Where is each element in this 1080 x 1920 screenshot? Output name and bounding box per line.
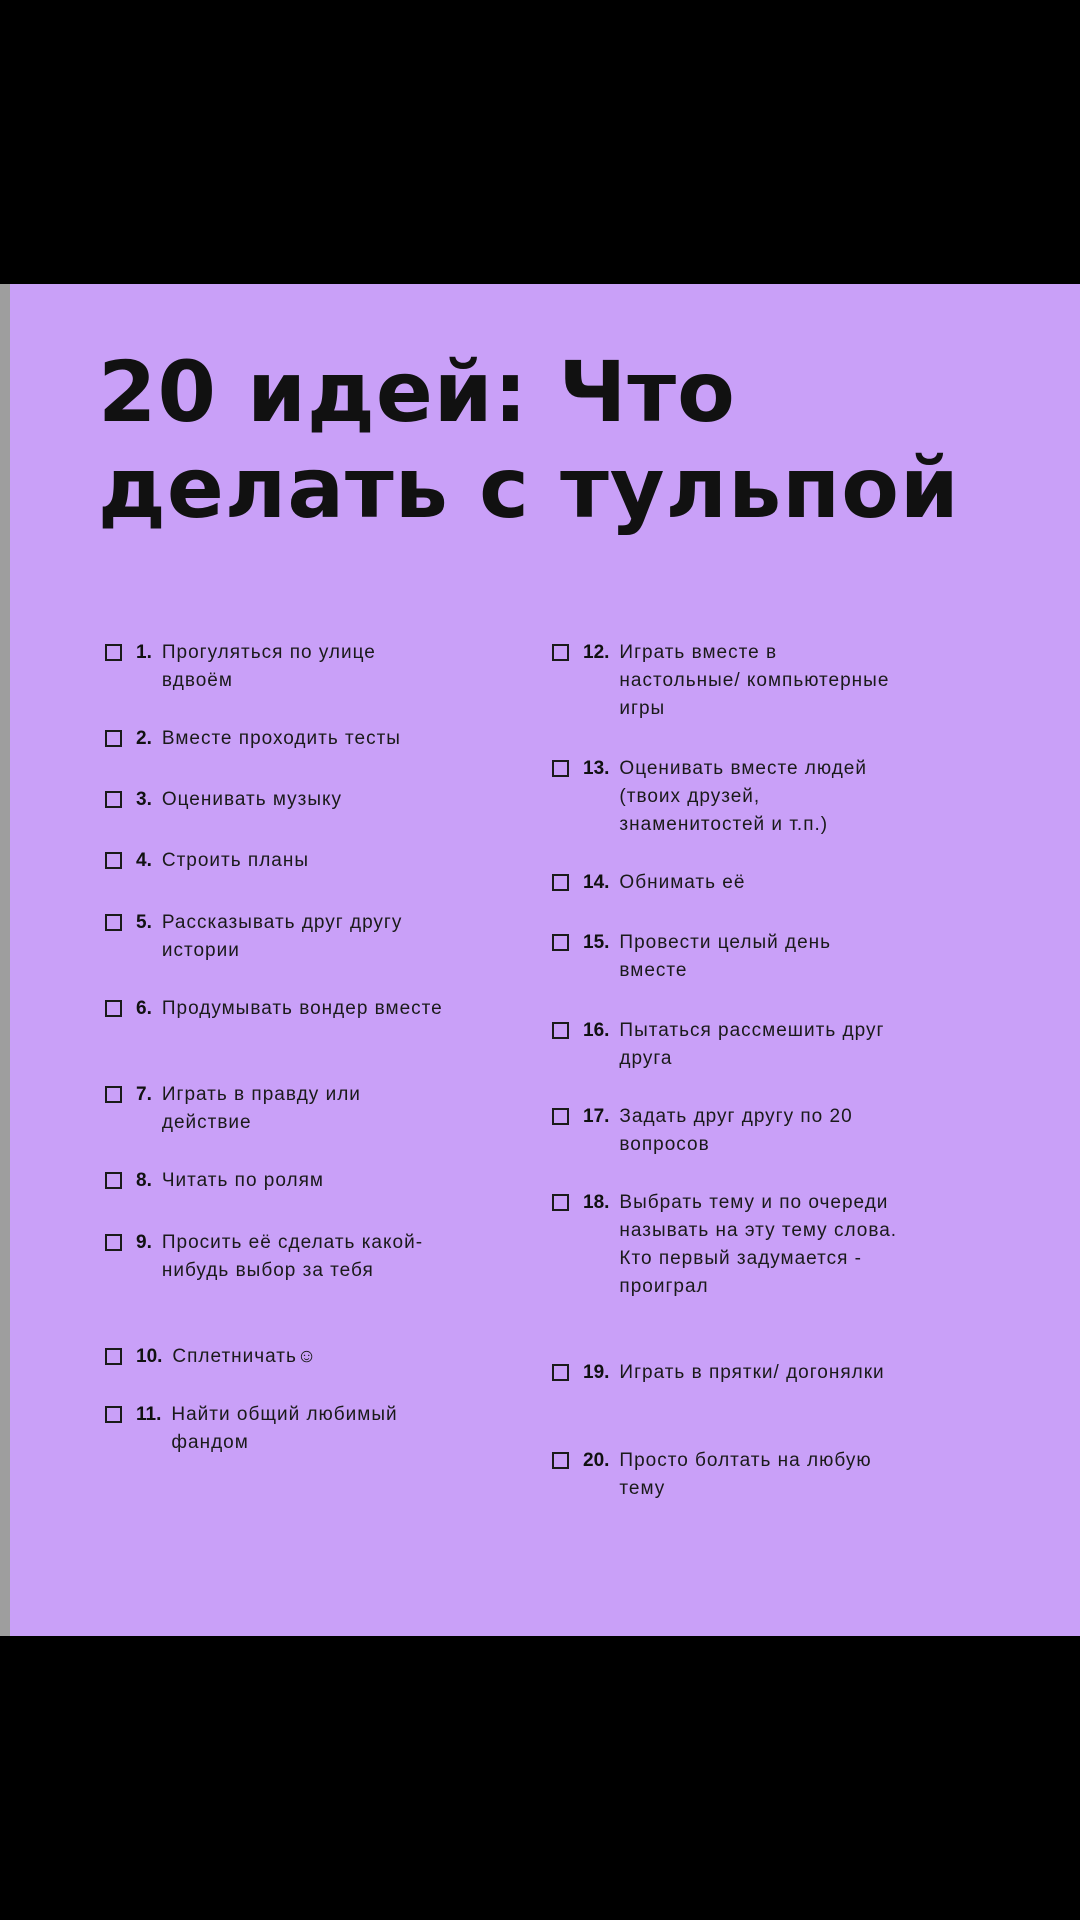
checkbox-icon[interactable] bbox=[552, 644, 569, 661]
list-item bbox=[552, 1017, 972, 1073]
item-text: Провести целый день вместе bbox=[619, 932, 832, 981]
list-item bbox=[105, 847, 505, 875]
checkbox-icon[interactable] bbox=[552, 934, 569, 951]
list-item bbox=[552, 1359, 972, 1387]
item-text: Просто болтать на любую тему bbox=[619, 1450, 872, 1499]
item-text: Сплетничать☺ bbox=[172, 1346, 318, 1367]
item-text: Вместе проходить тесты bbox=[161, 728, 401, 749]
item-text: Играть в правду или действие bbox=[161, 1084, 361, 1133]
item-number: 17. bbox=[583, 1106, 610, 1127]
list-item bbox=[552, 1103, 972, 1159]
checkbox-icon[interactable] bbox=[552, 1108, 569, 1125]
item-number: 20. bbox=[583, 1450, 610, 1471]
item-number: 3. bbox=[136, 789, 152, 810]
checkbox-icon[interactable] bbox=[105, 791, 122, 808]
checkbox-icon[interactable] bbox=[105, 1234, 122, 1251]
list-item bbox=[105, 1167, 505, 1195]
item-text: Оценивать музыку bbox=[161, 789, 343, 810]
item-number: 18. bbox=[583, 1192, 610, 1213]
list-item bbox=[105, 1401, 505, 1457]
item-text: Обнимать её bbox=[619, 872, 746, 893]
item-number: 4. bbox=[136, 850, 152, 871]
list-item bbox=[552, 1189, 972, 1301]
checkbox-icon[interactable] bbox=[552, 874, 569, 891]
checkbox-icon[interactable] bbox=[105, 644, 122, 661]
list-item bbox=[105, 909, 505, 965]
item-text: Играть вместе в настольные/ компьютерные игры bbox=[619, 642, 890, 719]
item-text: Продумывать вондер вместе bbox=[161, 998, 443, 1019]
item-text: Пытаться рассмешить друг друга bbox=[619, 1020, 885, 1069]
item-text: Найти общий любимый фандом bbox=[171, 1404, 398, 1453]
item-number: 19. bbox=[583, 1362, 610, 1383]
list-item bbox=[552, 1447, 972, 1503]
item-number: 12. bbox=[583, 642, 610, 663]
checkbox-icon[interactable] bbox=[105, 730, 122, 747]
list-item bbox=[105, 786, 505, 814]
item-text: Строить планы bbox=[161, 850, 310, 871]
item-number: 2. bbox=[136, 728, 152, 749]
page-title bbox=[98, 344, 960, 536]
checkbox-icon[interactable] bbox=[105, 914, 122, 931]
item-number: 16. bbox=[583, 1020, 610, 1041]
item-text: Просить её сделать какой-нибудь выбор за тебя bbox=[161, 1232, 424, 1281]
checkbox-icon[interactable] bbox=[105, 852, 122, 869]
list-item bbox=[552, 639, 972, 723]
list-item bbox=[105, 1081, 505, 1137]
title-line-1: 20 идей: Что bbox=[98, 343, 736, 441]
checkbox-icon[interactable] bbox=[105, 1348, 122, 1365]
idea-card bbox=[0, 284, 1080, 1636]
list-item bbox=[552, 755, 972, 839]
item-text: Прогуляться по улице вдвоём bbox=[161, 642, 376, 691]
item-text: Задать друг другу по 20 вопросов bbox=[619, 1106, 853, 1155]
list-item bbox=[552, 869, 972, 897]
item-number: 5. bbox=[136, 912, 152, 933]
checkbox-icon[interactable] bbox=[105, 1000, 122, 1017]
list-item bbox=[105, 1229, 505, 1285]
item-text: Оценивать вместе людей (твоих друзей, знаменитостей и т.п.) bbox=[619, 758, 867, 835]
checkbox-icon[interactable] bbox=[552, 1194, 569, 1211]
item-number: 11. bbox=[136, 1404, 162, 1425]
checkbox-icon[interactable] bbox=[552, 1022, 569, 1039]
checkbox-icon[interactable] bbox=[105, 1406, 122, 1423]
item-text: Рассказывать друг другу истории bbox=[161, 912, 403, 961]
checkbox-icon[interactable] bbox=[552, 1452, 569, 1469]
item-number: 10. bbox=[136, 1346, 163, 1367]
item-number: 9. bbox=[136, 1232, 152, 1253]
list-item bbox=[105, 995, 505, 1023]
checkbox-icon[interactable] bbox=[552, 1364, 569, 1381]
item-number: 8. bbox=[136, 1170, 152, 1191]
list-item bbox=[105, 1343, 505, 1371]
list-item bbox=[105, 639, 505, 695]
item-text: Читать по ролям bbox=[161, 1170, 324, 1191]
item-number: 13. bbox=[583, 758, 610, 779]
item-text: Играть в прятки/ догонялки bbox=[619, 1362, 885, 1383]
title-line-2: делать с тульпой bbox=[98, 439, 960, 537]
list-item bbox=[105, 725, 505, 753]
item-number: 7. bbox=[136, 1084, 152, 1105]
checkbox-icon[interactable] bbox=[552, 760, 569, 777]
item-text: Выбрать тему и по очереди называть на эту тему слова. Кто первый задумается - проиграл bbox=[619, 1192, 898, 1297]
checkbox-icon[interactable] bbox=[105, 1086, 122, 1103]
checkbox-icon[interactable] bbox=[105, 1172, 122, 1189]
list-item bbox=[552, 929, 972, 985]
item-number: 14. bbox=[583, 872, 610, 893]
item-number: 6. bbox=[136, 998, 152, 1019]
item-number: 1. bbox=[136, 642, 152, 663]
item-number: 15. bbox=[583, 932, 610, 953]
